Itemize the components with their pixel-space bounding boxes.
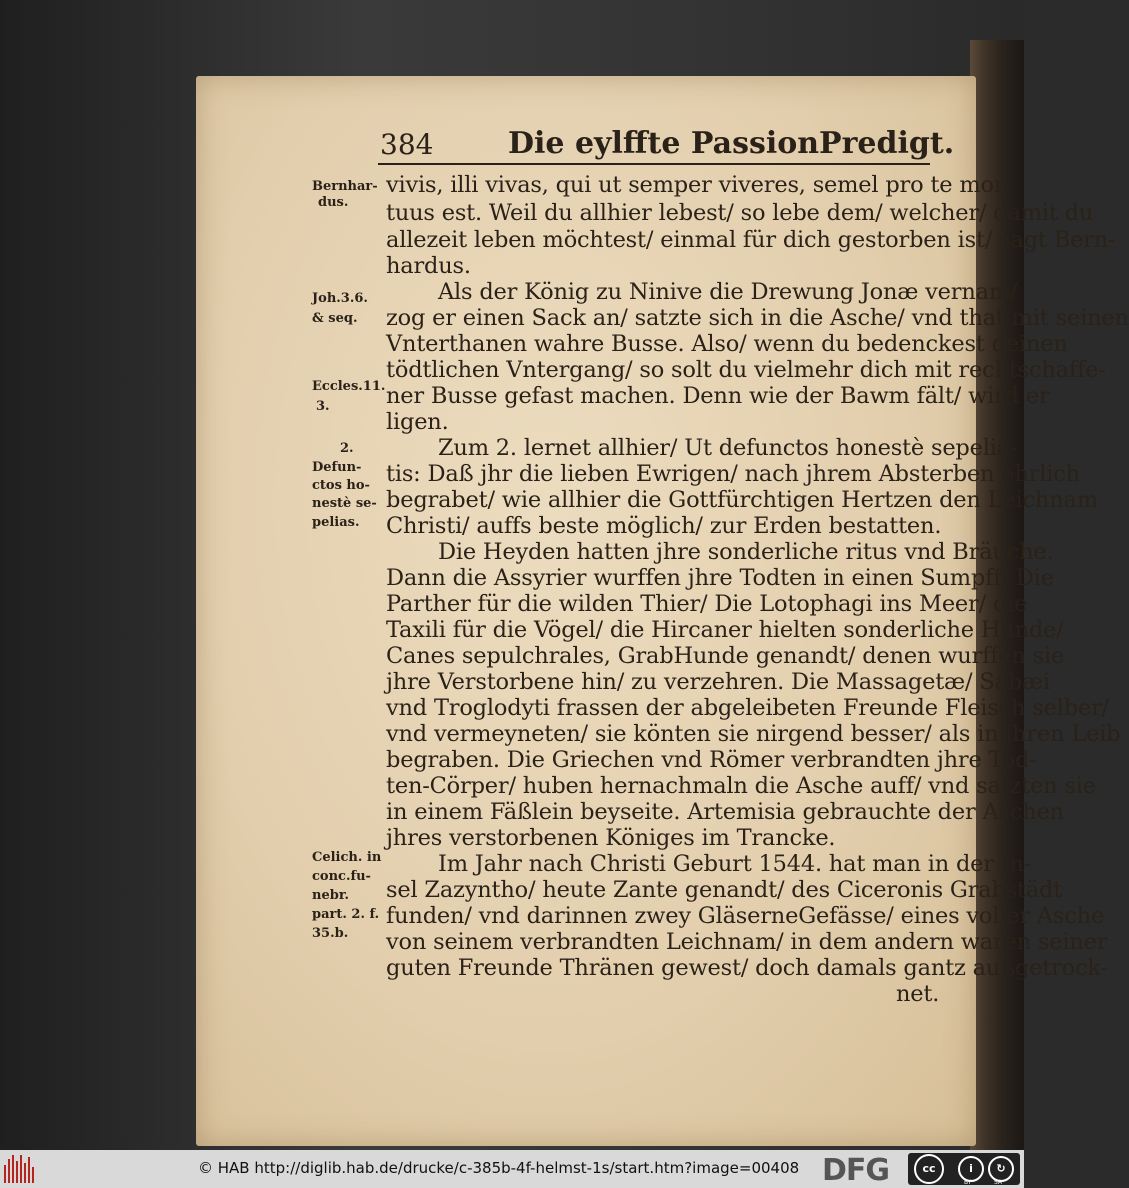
margin-note: dus. xyxy=(318,195,349,210)
sa-label: SA xyxy=(994,1179,1003,1186)
page-number: 384 xyxy=(380,128,434,161)
by-icon: i xyxy=(958,1156,984,1182)
body-line: zog er einen Sack an/ satzte sich in die Asche/ vnd that mit seinen xyxy=(386,305,1129,331)
body-line: ner Busse gefast machen. Denn wie der Bawm fält/ wird er xyxy=(386,383,1050,409)
body-line: vnd vermeyneten/ sie könten sie nirgend besser/ als in jhren Leib xyxy=(386,721,1121,747)
margin-note: nestè se- xyxy=(312,496,377,511)
body-line: Parther für die wilden Thier/ Die Lotophagi ins Meer/ die xyxy=(386,591,1028,617)
body-line: ten-Cörper/ huben hernachmaln die Asche auff/ vnd satzten sie xyxy=(386,773,1096,799)
header-rule xyxy=(378,163,930,165)
body-line: Christi/ auffs beste möglich/ zur Erden bestatten. xyxy=(386,513,942,539)
margin-note: Eccles.11. xyxy=(312,379,386,394)
body-line: tis: Daß jhr die lieben Ewrigen/ nach jhrem Absterben ehrlich xyxy=(386,461,1080,487)
body-line: Vnterthanen wahre Busse. Also/ wenn du bedenckest deinen xyxy=(386,331,1068,357)
margin-note: part. 2. f. xyxy=(312,907,380,922)
dfg-logo[interactable]: DFG xyxy=(822,1153,890,1188)
body-line: in einem Fäßlein beyseite. Artemisia gebrauchte der Aschen xyxy=(386,799,1064,825)
body-line: vivis, illi vivas, qui ut semper viveres, semel pro te mor- xyxy=(386,172,1012,198)
margin-note: & seq. xyxy=(312,311,358,326)
margin-note: 35.b. xyxy=(312,926,349,941)
body-line: Zum 2. lernet allhier/ Ut defunctos honestè sepelia- xyxy=(438,435,1018,461)
body-line: ligen. xyxy=(386,409,449,435)
body-line: Dann die Assyrier wurffen jhre Todten in einen Sumpff/ Die xyxy=(386,565,1054,591)
cc-license-badge[interactable] xyxy=(908,1153,1020,1185)
body-line: vnd Troglodyti frassen der abgeleibeten Freunde Fleisch selber/ xyxy=(386,695,1110,721)
body-line: hardus. xyxy=(386,253,471,279)
body-line: Taxili für die Vögel/ die Hircaner hielten sonderliche Hunde/ xyxy=(386,617,1064,643)
margin-note: Defun- xyxy=(312,460,362,475)
margin-note: 3. xyxy=(316,399,330,414)
body-line: funden/ vnd darinnen zwey GläserneGefässe/ eines voller Asche xyxy=(386,903,1105,929)
margin-note: 2. xyxy=(340,441,354,456)
body-line: Im Jahr nach Christi Geburt 1544. hat man in der In- xyxy=(438,851,1032,877)
margin-note: nebr. xyxy=(312,888,349,903)
body-line: jhre Verstorbene hin/ zu verzehren. Die Massagetæ/ Sabæi xyxy=(386,669,1050,695)
body-line: net. xyxy=(896,981,940,1007)
margin-note: conc.fu- xyxy=(312,869,371,884)
margin-note: ctos ho- xyxy=(312,478,370,493)
margin-note: pelias. xyxy=(312,515,360,530)
cc-icon: cc xyxy=(914,1154,944,1184)
copyright-link[interactable]: © HAB http://diglib.hab.de/drucke/c-385b-4f-helmst-1s/start.htm?image=00408 xyxy=(198,1159,800,1177)
body-line: Als der König zu Ninive die Drewung Jonæ vernam/ xyxy=(438,279,1018,305)
running-head: Die eylffte PassionPredigt. xyxy=(508,126,955,161)
body-line: von seinem verbrandten Leichnam/ in dem andern waren seiner xyxy=(386,929,1108,955)
by-label: BY xyxy=(964,1179,972,1186)
body-line: Canes sepulchrales, GrabHunde genandt/ denen wurffen sie xyxy=(386,643,1065,669)
body-line: sel Zazyntho/ heute Zante genandt/ des Ciceronis Grabstädt xyxy=(386,877,1063,903)
body-line: allezeit leben möchtest/ einmal für dich gestorben ist/ sagt Bern- xyxy=(386,227,1116,253)
margin-note: Celich. in xyxy=(312,850,382,865)
margin-note: Bernhar- xyxy=(312,179,378,194)
body-line: guten Freunde Thränen gewest/ doch damals gantz außgetrock- xyxy=(386,955,1108,981)
body-line: tödtlichen Vntergang/ so solt du vielmehr dich mit rechtschaffe- xyxy=(386,357,1106,383)
sa-icon: ↻ xyxy=(988,1156,1014,1182)
body-line: jhres verstorbenen Königes im Trancke. xyxy=(386,825,836,851)
hab-barcode-logo-icon[interactable] xyxy=(4,1155,38,1183)
margin-note: Joh.3.6. xyxy=(312,291,368,306)
body-line: tuus est. Weil du allhier lebest/ so lebe dem/ welcher/ damit du xyxy=(386,200,1094,226)
body-line: Die Heyden hatten jhre sonderliche ritus vnd Bräuche. xyxy=(438,539,1054,565)
viewer-footer xyxy=(0,1150,1024,1188)
body-line: begraben. Die Griechen vnd Römer verbrandten jhre Tod- xyxy=(386,747,1037,773)
body-line: begrabet/ wie allhier die Gottfürchtigen Hertzen den Leichnam xyxy=(386,487,1098,513)
